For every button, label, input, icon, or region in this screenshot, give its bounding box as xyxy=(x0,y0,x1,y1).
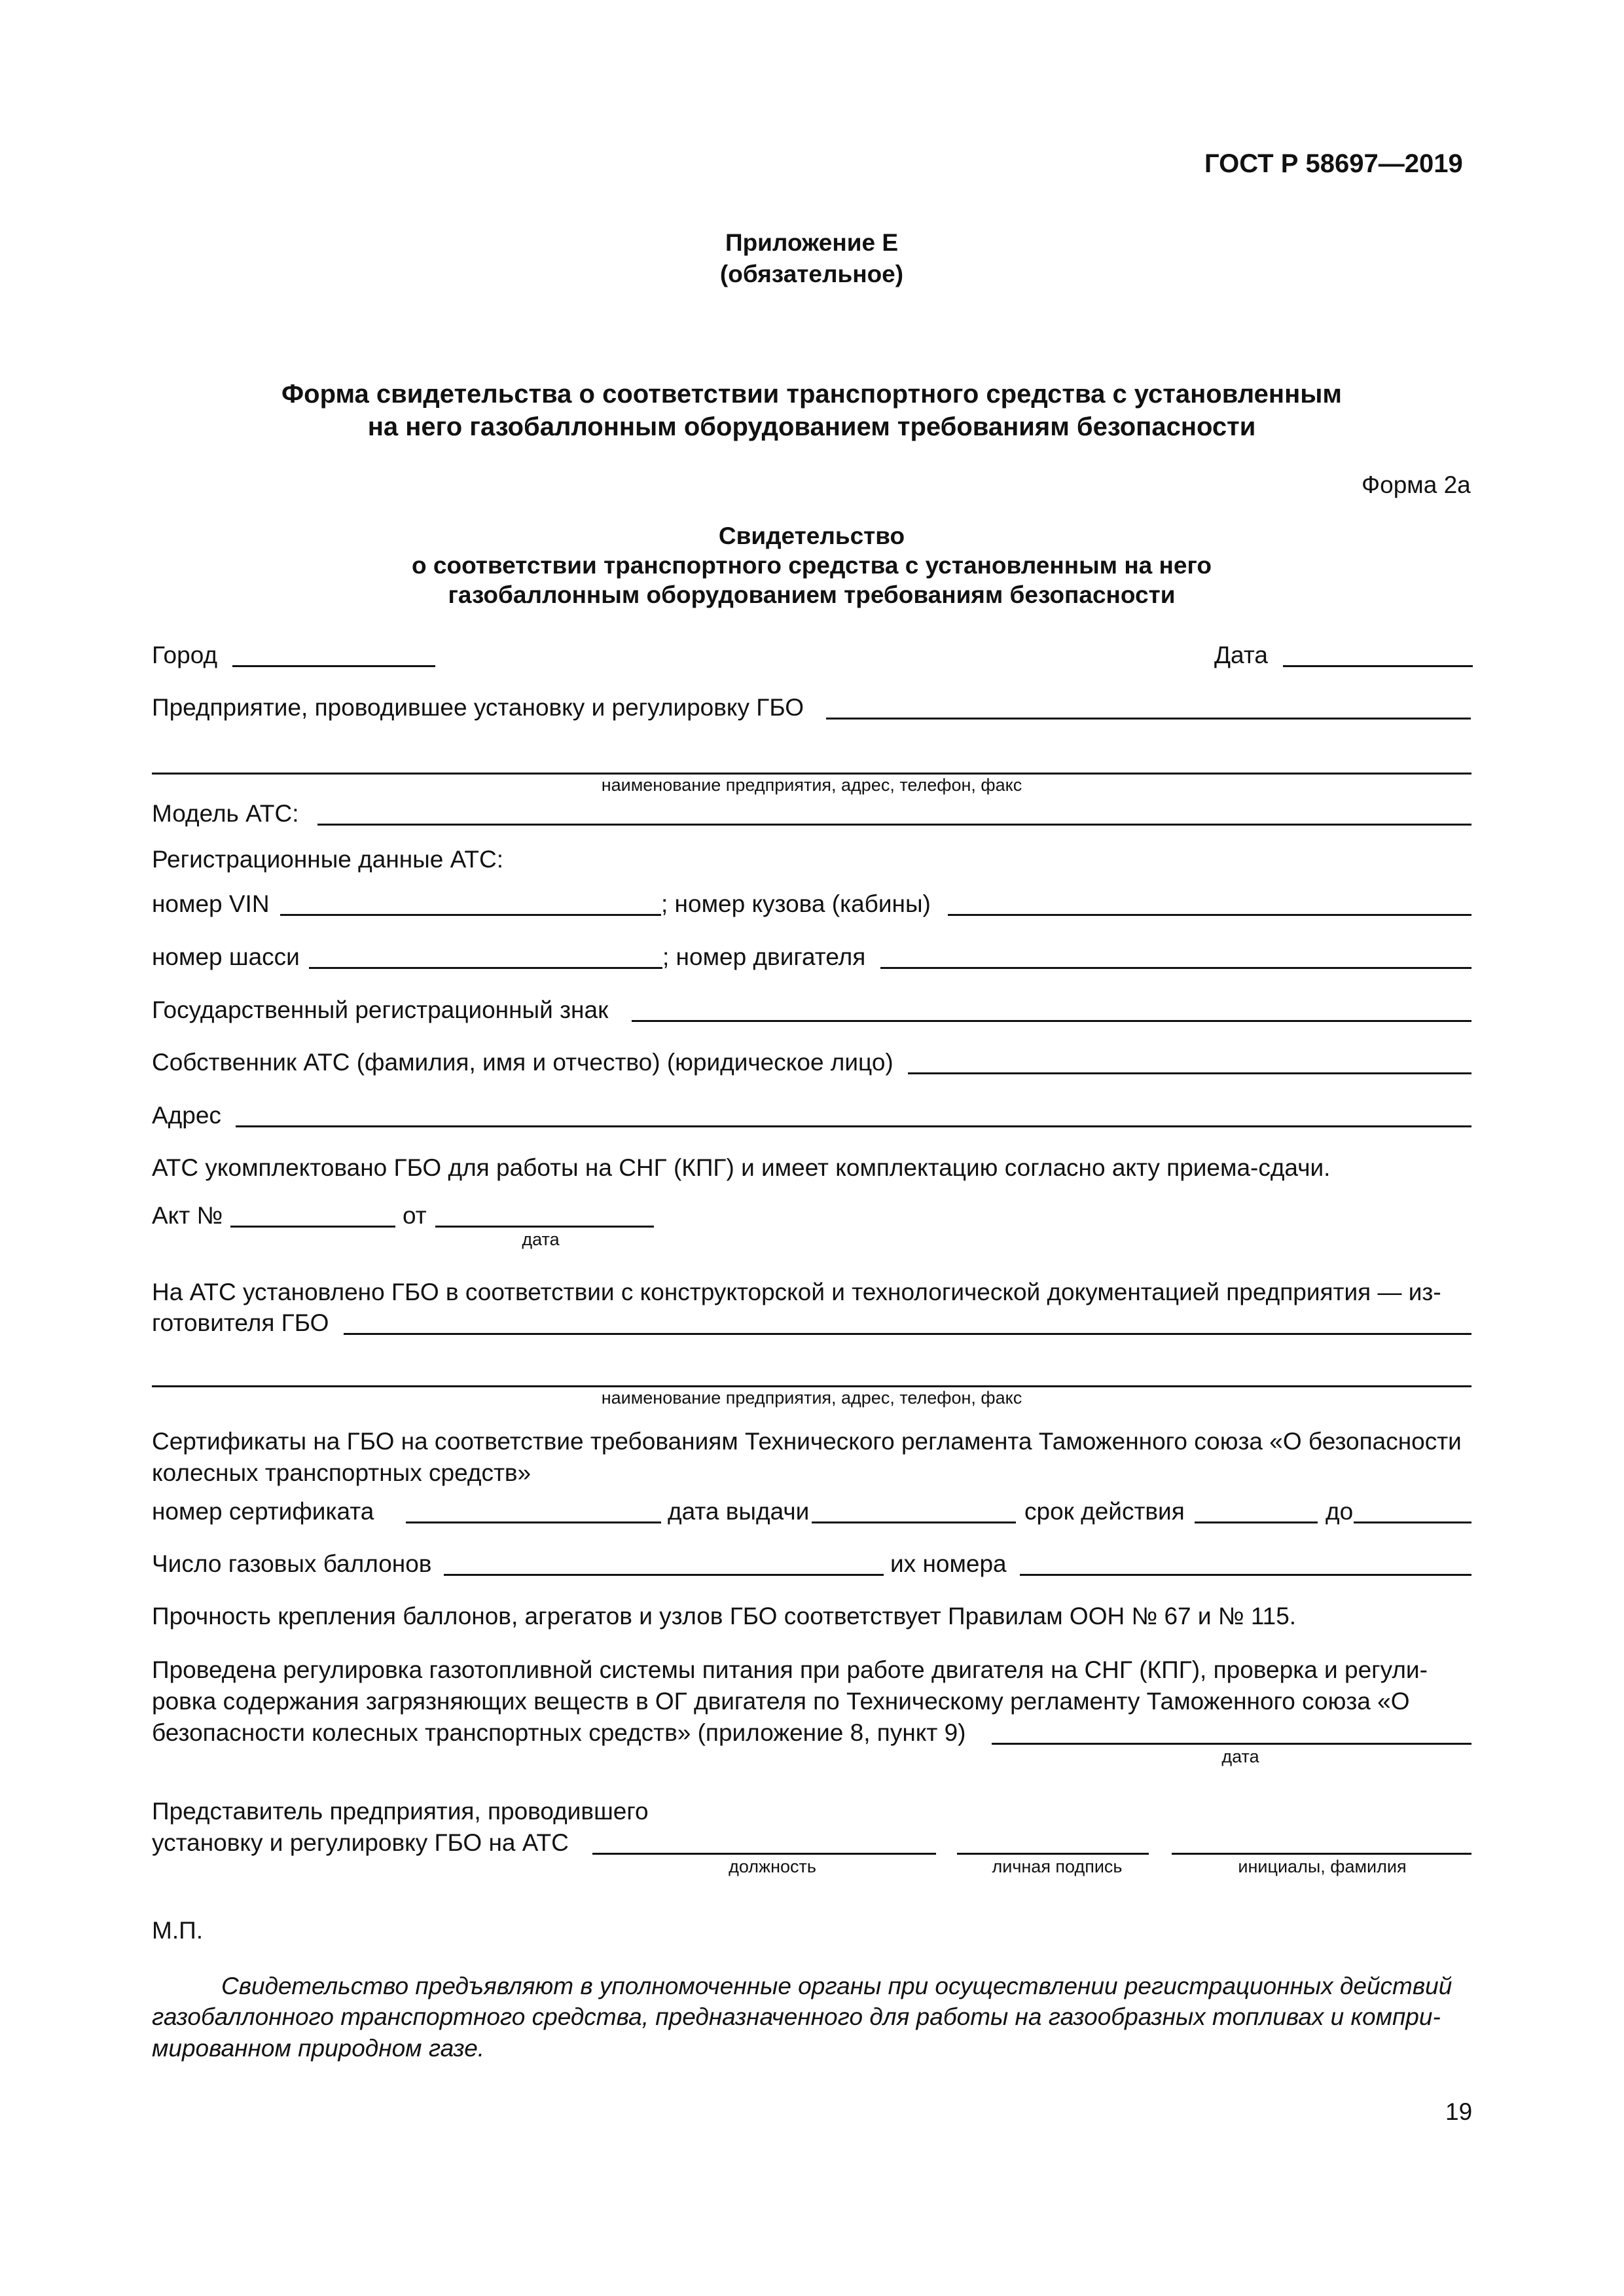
document-code: ГОСТ Р 58697—2019 xyxy=(1204,149,1463,178)
note-line1: Свидетельство предъявляют в уполномоченные органы при осуществлении регистрационных действий xyxy=(221,1973,1453,1999)
certificate-number-field[interactable] xyxy=(406,1522,661,1523)
valid-to-field[interactable] xyxy=(1354,1522,1471,1523)
page-number: 19 xyxy=(1445,2098,1473,2125)
act-date-caption: дата xyxy=(522,1230,560,1249)
chassis-field[interactable] xyxy=(309,967,662,969)
validity-from-field[interactable] xyxy=(1195,1522,1318,1523)
body-number-field[interactable] xyxy=(948,914,1471,916)
model-label: Модель АТС: xyxy=(152,800,299,827)
engine-number-field[interactable] xyxy=(880,967,1471,969)
enterprise-field[interactable] xyxy=(826,718,1471,720)
vin-field[interactable] xyxy=(280,914,661,916)
cylinder-numbers-label: их номера xyxy=(890,1550,1007,1577)
cylinders-count-label: Число газовых баллонов xyxy=(152,1550,432,1577)
cylinders-count-field[interactable] xyxy=(444,1574,884,1576)
position-field[interactable] xyxy=(592,1853,936,1855)
manufacturer-caption: наименование предприятия, адрес, телефон, факс xyxy=(601,1388,1022,1408)
act-number-label: Акт № xyxy=(152,1202,223,1229)
form-title-line1: Форма свидетельства о соответствии транспортного средства с установленным xyxy=(281,380,1342,409)
adjustment-date-caption: дата xyxy=(1221,1747,1259,1766)
stamp-place: М.П. xyxy=(152,1917,203,1944)
representative-line2: установку и регулировку ГБО на АТС xyxy=(152,1829,569,1856)
plate-field[interactable] xyxy=(632,1020,1471,1022)
appendix-title: Приложение Е xyxy=(725,229,899,256)
act-from-label: от xyxy=(403,1202,427,1229)
certificates-line1: Сертификаты на ГБО на соответствие требованиям Технического регламента Таможенного союза «О безопасности xyxy=(152,1428,1462,1455)
certificates-line2: колесных транспортных средств» xyxy=(152,1459,532,1486)
city-label: Город xyxy=(152,642,218,668)
adjustment-line2: ровка содержания загрязняющих веществ в ОГ двигателя по Техническому регламенту Таможенного союза «О xyxy=(152,1688,1410,1715)
model-field[interactable] xyxy=(317,824,1471,826)
installed-line1: На АТС установлено ГБО в соответствии с конструкторской и технологической документацией предприятия — из- xyxy=(152,1279,1441,1305)
full-name-caption: инициалы, фамилия xyxy=(1238,1857,1407,1876)
signature-field[interactable] xyxy=(957,1853,1149,1855)
installed-line2: готовителя ГБО xyxy=(152,1309,329,1336)
adjustment-date-field[interactable] xyxy=(992,1743,1471,1745)
form-title-line2: на него газобаллонным оборудованием требованиям безопасности xyxy=(367,412,1256,441)
valid-to-label: до xyxy=(1326,1498,1354,1525)
chassis-label: номер шасси xyxy=(152,943,300,970)
body-number-label: ; номер кузова (кабины) xyxy=(661,890,931,917)
owner-field[interactable] xyxy=(908,1072,1471,1074)
full-name-field[interactable] xyxy=(1172,1853,1471,1855)
act-date-field[interactable] xyxy=(435,1226,654,1228)
issue-date-label: дата выдачи xyxy=(668,1498,810,1525)
adjustment-line1: Проведена регулировка газотопливной системы питания при работе двигателя на СНГ (КПГ), проверка и регули- xyxy=(152,1656,1428,1683)
position-caption: должность xyxy=(729,1857,816,1876)
cylinder-numbers-field[interactable] xyxy=(1020,1574,1471,1576)
act-number-field[interactable] xyxy=(230,1226,395,1228)
signature-caption: личная подпись xyxy=(992,1857,1123,1876)
note-line3: мированном природном газе. xyxy=(152,2035,485,2062)
enterprise-field-line2[interactable] xyxy=(152,773,1471,774)
form-number: Форма 2а xyxy=(1362,471,1471,498)
owner-label: Собственник АТС (фамилия, имя и отчество) (юридическое лицо) xyxy=(152,1049,893,1076)
address-field[interactable] xyxy=(236,1125,1471,1127)
equipped-statement: АТС укомплектовано ГБО для работы на СНГ (КПГ) и имеет комплектацию согласно акту приема-сдачи. xyxy=(152,1154,1331,1181)
representative-line1: Представитель предприятия, проводившего xyxy=(152,1798,649,1825)
issue-date-field[interactable] xyxy=(812,1522,1016,1523)
appendix-status: (обязательное) xyxy=(719,261,904,287)
certificate-subtitle-line2: о соответствии транспортного средства с установленным на него xyxy=(412,552,1212,579)
plate-label: Государственный регистрационный знак xyxy=(152,996,609,1023)
vin-label: номер VIN xyxy=(152,890,270,917)
enterprise-label: Предприятие, проводившее установку и регулировку ГБО xyxy=(152,694,804,721)
engine-number-label: ; номер двигателя xyxy=(662,943,866,970)
city-field[interactable] xyxy=(232,665,435,667)
manufacturer-field[interactable] xyxy=(344,1333,1471,1335)
certificate-title: Свидетельство xyxy=(718,522,905,549)
certificate-subtitle-line3: газобаллонным оборудованием требованиям безопасности xyxy=(448,581,1176,608)
certificate-number-label: номер сертификата xyxy=(152,1498,374,1525)
date-field[interactable] xyxy=(1283,665,1473,667)
note-line2: газобаллонного транспортного средства, предназначенного для работы на газообразных топливах и компри- xyxy=(152,2003,1441,2030)
enterprise-caption: наименование предприятия, адрес, телефон, факс xyxy=(601,775,1022,795)
address-label: Адрес xyxy=(152,1102,221,1129)
manufacturer-field-line2[interactable] xyxy=(152,1385,1471,1387)
adjustment-line3: безопасности колесных транспортных средств» (приложение 8, пункт 9) xyxy=(152,1719,966,1746)
validity-label: срок действия xyxy=(1024,1498,1185,1525)
strength-statement: Прочность крепления баллонов, агрегатов и узлов ГБО соответствует Правилам ООН № 67 и № 115. xyxy=(152,1603,1297,1630)
registration-data-label: Регистрационные данные АТС: xyxy=(152,846,504,873)
date-label: Дата xyxy=(1214,642,1268,668)
